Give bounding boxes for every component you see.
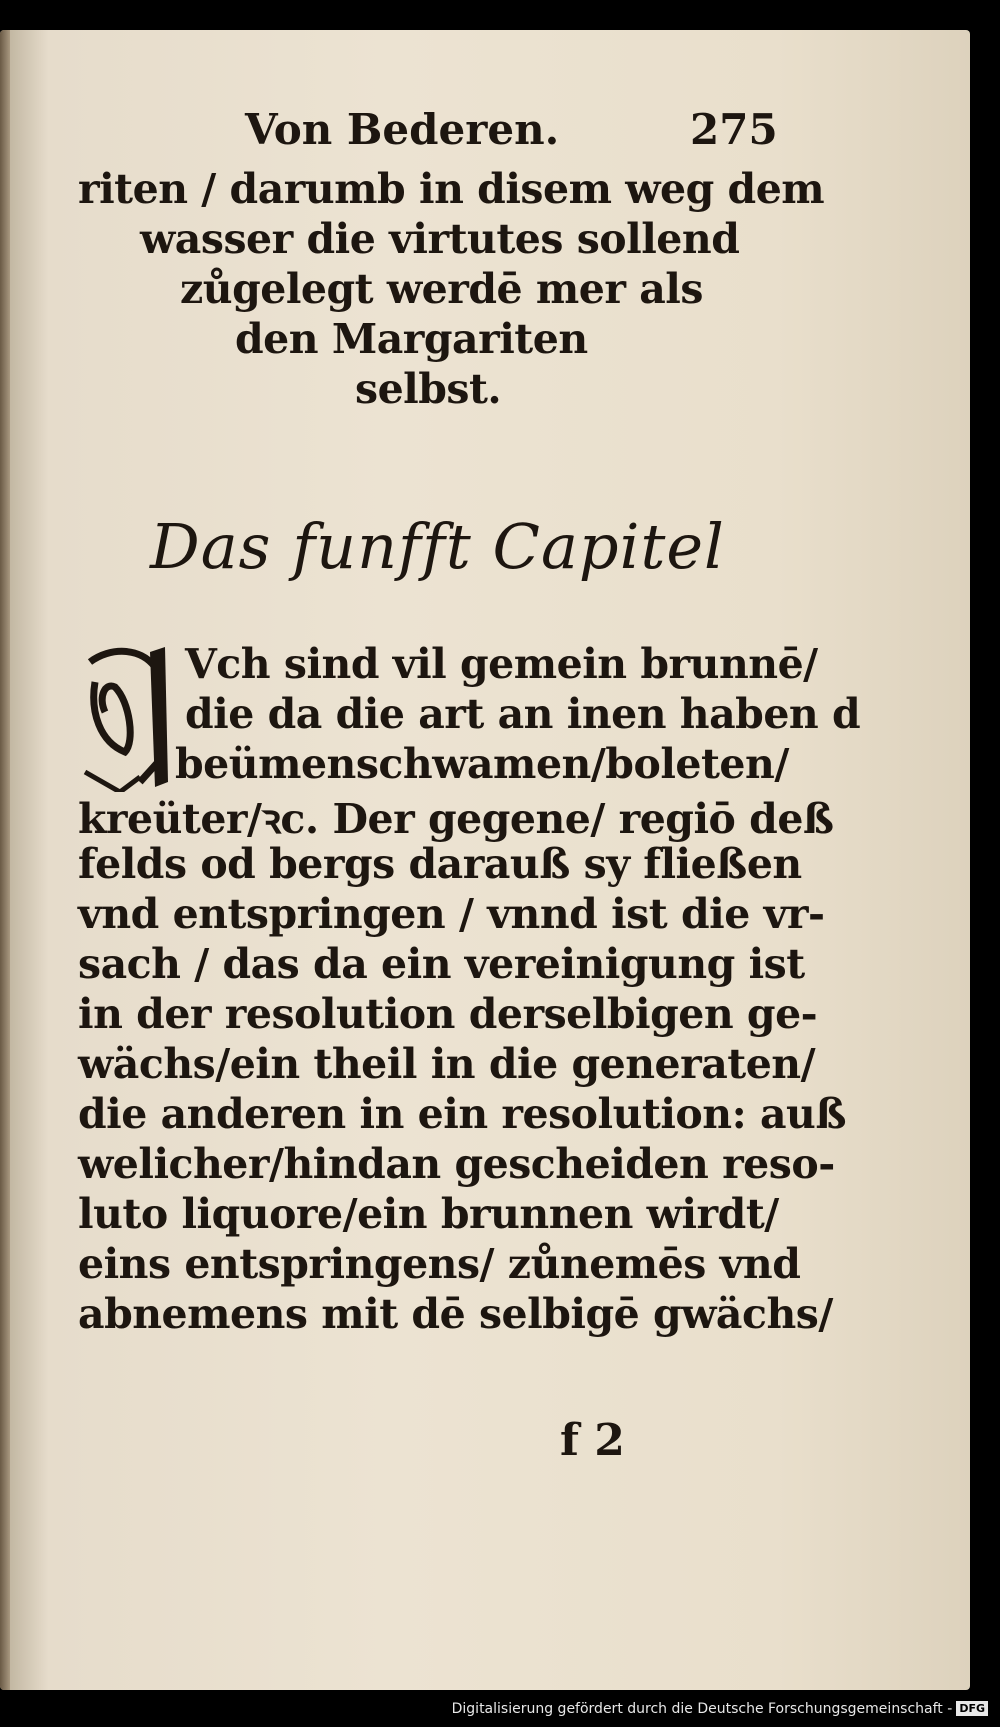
decorated-initial-a (80, 642, 175, 792)
book-page (0, 30, 970, 1690)
text-line: sach / das da ein vereinigung ist (78, 940, 805, 988)
dfg-logo-icon: DFG (956, 1701, 988, 1716)
text-line: die anderen in ein resolution: auß (78, 1090, 847, 1138)
text-line: den Margariten (235, 315, 588, 363)
text-line: luto liquore/ein brunnen wirdt/ (78, 1190, 779, 1238)
folio-number: 275 (690, 105, 778, 154)
text-line: beümenschwamen/boleten/ (175, 740, 789, 788)
text-line: selbst. (355, 365, 502, 413)
text-line: vnd entspringen / vnnd ist die vr- (78, 890, 825, 938)
text-line: eins entspringens/ zůnemēs vnd (78, 1240, 801, 1288)
text-line: abnemens mit dē selbigē gwächs/ (78, 1290, 833, 1338)
text-line: in der resolution derselbigen ge- (78, 990, 818, 1038)
chapter-title: Das funfft Capitel (150, 510, 725, 583)
text-line: wächs/ein theil in die generaten/ (78, 1040, 816, 1088)
text-line: kreüter/ꝛc. Der gegene/ regiō deß (78, 795, 834, 843)
text-line: die da die art an inen haben d (185, 690, 861, 738)
footer-bar (0, 1690, 1000, 1727)
text-line: welicher/hindan gescheiden reso- (78, 1140, 835, 1188)
text-line: zůgelegt werdē mer als (180, 265, 703, 313)
signature-mark: f 2 (560, 1415, 625, 1466)
text-line: Vch sind vil gemein brunnē/ (185, 640, 818, 688)
text-line: felds od bergs darauß sy fließen (78, 840, 802, 888)
page-gutter-shadow (0, 30, 10, 1690)
text-line: riten / darumb in disem weg dem (78, 165, 825, 213)
initial-letter-icon (80, 642, 175, 792)
running-header: Von Bederen. (245, 105, 560, 154)
text-line: wasser die virtutes sollend (140, 215, 740, 263)
footer-credit: Digitalisierung gefördert durch die Deutsche Forschungsgemeinschaft - (451, 1700, 953, 1717)
